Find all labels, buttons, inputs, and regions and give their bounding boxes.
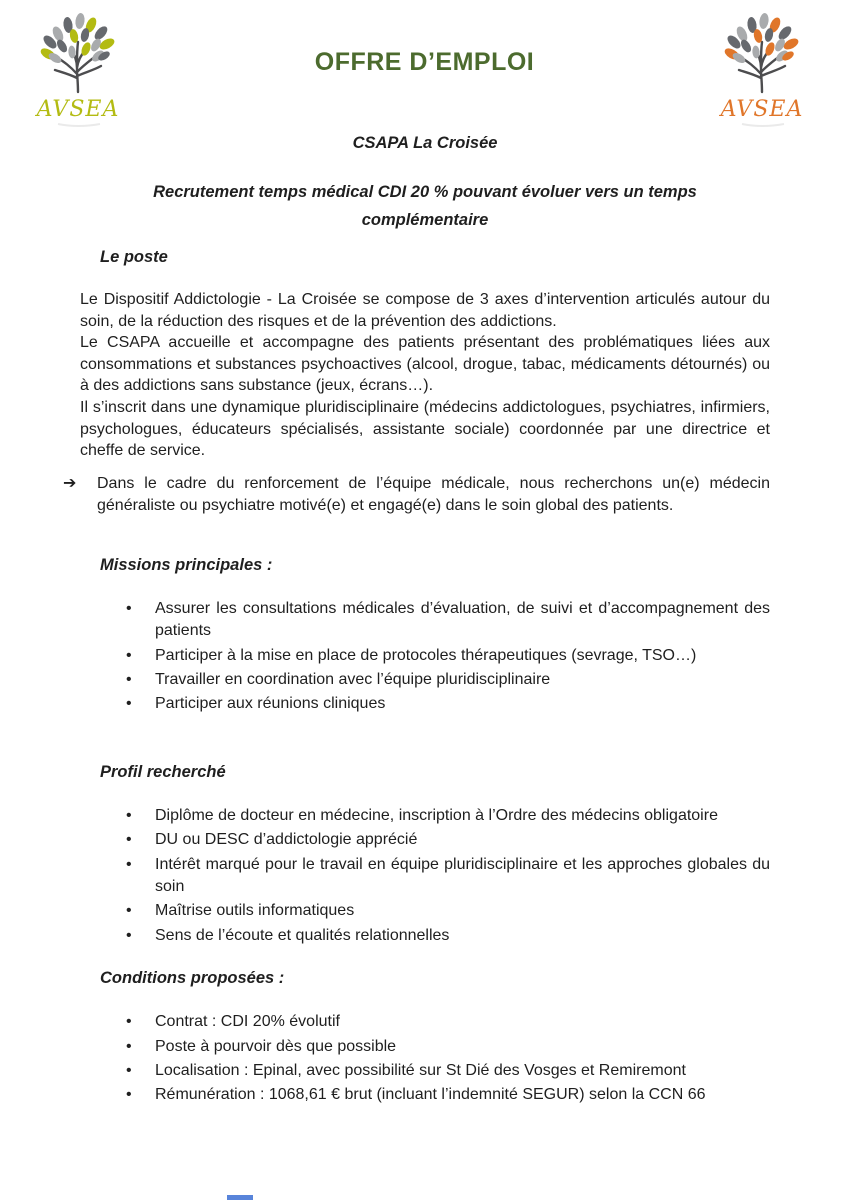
recruitment-note-text: Dans le cadre du renforcement de l’équipe médicale, nous recherchons un(e) médecin généraliste ou psychiatre motivé(e) et engagé(e) dans le soin global des patients. (97, 474, 770, 514)
list-item: • Contrat : CDI 20% évolutif (80, 1011, 770, 1033)
avsea-tree-icon (28, 12, 128, 136)
section-heading-le-poste: Le poste (100, 248, 168, 266)
poste-paragraph: Il s’inscrit dans une dynamique pluridisciplinaire (médecins addictologues, psychiatres, infirmiers, psychologues, éducateurs spécialisés, assistante sociale) coordonnée par une directrice et cheffe de service. (80, 398, 770, 460)
profil-list (80, 805, 770, 947)
list-item: • Participer aux réunions cliniques (80, 693, 770, 715)
recruitment-title: Recrutement temps médical CDI 20 % pouvant évoluer vers un temps complémentaire (153, 183, 697, 229)
section-heading-conditions: Conditions proposées : (100, 969, 285, 988)
list-item: • Poste à pourvoir dès que possible (80, 1036, 770, 1058)
avsea-logo-left-text: AVSEA (36, 97, 120, 122)
section-heading-profil: Profil recherché (100, 762, 226, 781)
list-item: • DU ou DESC d’addictologie apprécié (80, 829, 770, 851)
avsea-tree-icon (712, 12, 812, 136)
arrow-right-icon: ➔ (63, 474, 77, 492)
avsea-logo-right-text: AVSEA (720, 97, 804, 122)
document-body (0, 134, 849, 1107)
document-header (0, 0, 849, 122)
list-item: • Maîtrise outils informatiques (80, 900, 770, 922)
poste-paragraph: Le Dispositif Addictologie - La Croisée se compose de 3 axes d’intervention articulés autour du soin, de la réduction des risques et de la prévention des addictions. (80, 291, 770, 330)
list-item: • Travailler en coordination avec l’équipe pluridisciplinaire (80, 669, 770, 691)
list-item: • Intérêt marqué pour le travail en équipe pluridisciplinaire et les approches globales du soin (80, 854, 770, 899)
truncated-link-fragment[interactable] (227, 1195, 253, 1200)
avsea-logo-left (28, 12, 128, 136)
conditions-list (80, 1011, 770, 1107)
avsea-logo-right (712, 12, 812, 136)
list-item: • Participer à la mise en place de protocoles thérapeutiques (sevrage, TSO…) (80, 645, 770, 667)
list-item: • Sens de l’écoute et qualités relationnelles (80, 925, 770, 947)
poste-description (80, 289, 770, 462)
list-item: • Rémunération : 1068,61 € brut (incluant l’indemnité SEGUR) selon la CCN 66 (80, 1084, 770, 1106)
list-item: • Diplôme de docteur en médecine, inscription à l’Ordre des médecins obligatoire (80, 805, 770, 827)
poste-paragraph: Le CSAPA accueille et accompagne des patients présentant des problématiques liées aux consommations et substances psychoactives (alcool, drogue, tabac, médicaments détournés) ou à des addictions sans substance (jeux, écrans…). (80, 334, 770, 395)
missions-list (80, 598, 770, 716)
list-item: • Assurer les consultations médicales d’évaluation, de suivi et d’accompagnement des patients (80, 598, 770, 643)
section-heading-missions: Missions principales : (100, 555, 273, 574)
recruitment-note (63, 473, 770, 517)
list-item: • Localisation : Epinal, avec possibilité sur St Dié des Vosges et Remiremont (80, 1060, 770, 1082)
page-title: OFFRE D’EMPLOI (314, 48, 535, 76)
org-title: CSAPA La Croisée (352, 134, 498, 152)
